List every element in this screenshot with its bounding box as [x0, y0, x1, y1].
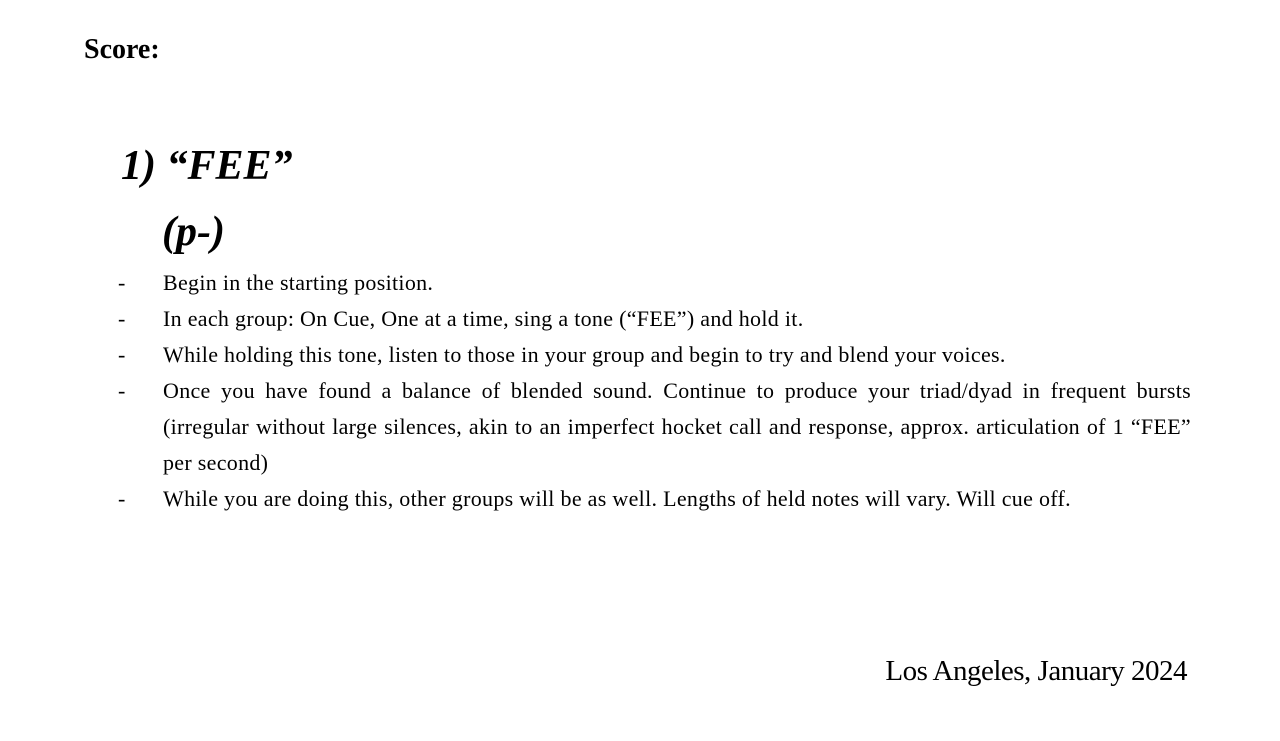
instruction-text: Begin in the starting position. [163, 270, 434, 295]
instruction-item [118, 373, 1191, 481]
instruction-item [118, 337, 1191, 373]
bullet-dash: - [118, 270, 126, 295]
instruction-text: Once you have found a balance of blended sound. Continue to produce your triad/dyad in frequent bursts (irregular without large silences, akin to an imperfect hocket call and response, approx. articulation of 1 “FEE” per second) [163, 378, 1191, 475]
place-date-signature: Los Angeles, January 2024 [885, 655, 1187, 687]
instruction-item [118, 301, 1191, 337]
instruction-text: While holding this tone, listen to those in your group and begin to try and blend your voices. [163, 342, 1006, 367]
bullet-dash: - [118, 306, 126, 331]
score-label: Score: [84, 34, 160, 65]
instruction-item [118, 481, 1191, 517]
bullet-dash: - [118, 342, 126, 367]
dynamic-marking: (p-) [162, 209, 225, 255]
bullet-dash: - [118, 486, 126, 511]
instruction-text: In each group: On Cue, One at a time, sing a tone (“FEE”) and hold it. [163, 306, 804, 331]
instruction-list [118, 265, 1191, 517]
instruction-text: While you are doing this, other groups will be as well. Lengths of held notes will vary. Will cue off. [163, 486, 1071, 511]
instruction-item [118, 265, 1191, 301]
bullet-dash: - [118, 378, 126, 403]
section-title: 1) “FEE” [121, 143, 293, 189]
